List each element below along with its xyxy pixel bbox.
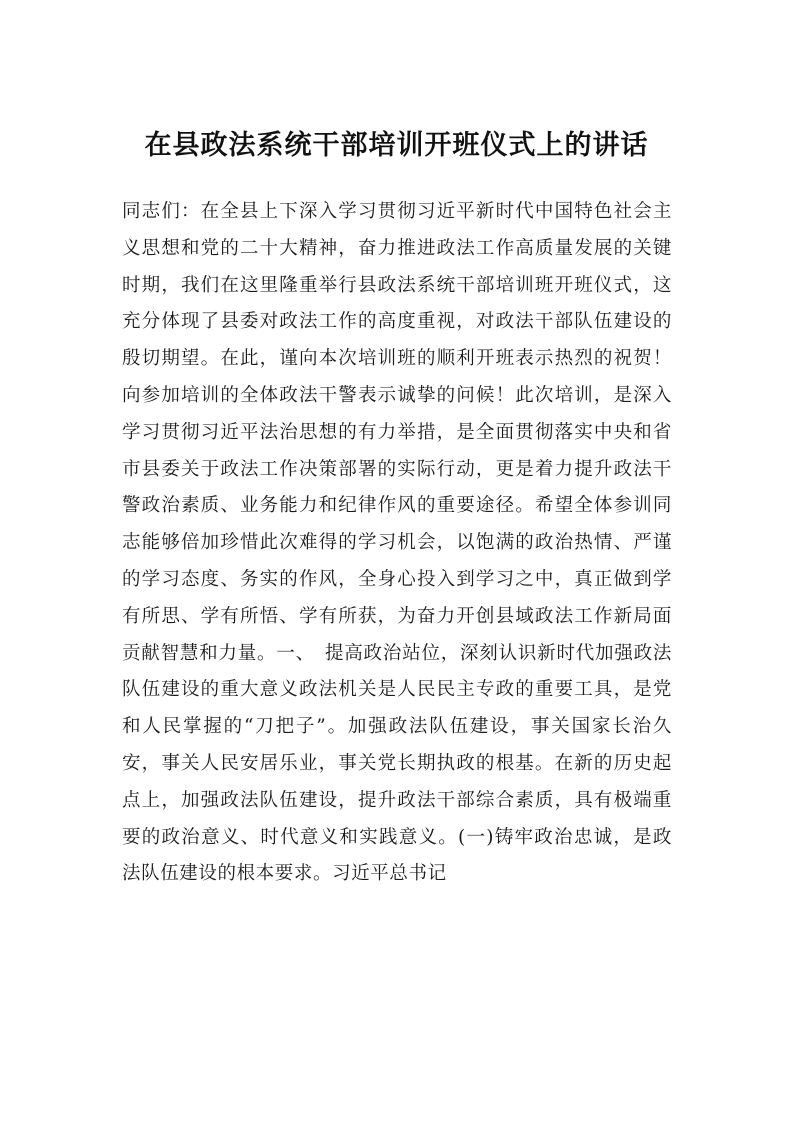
document-title: 在县政法系统干部培训开班仪式上的讲话 xyxy=(144,130,649,161)
document-body: 同志们：在全县上下深入学习贯彻习近平新时代中国特色社会主义思想和党的二十大精神，奋力推进政法工作高质量发展的关键时期，我们在这里隆重举行县政法系统干部培训班开班仪式，这充分体现了县委对政法工作的高度重视，对政法干部队伍建设的殷切期望。在此，谨向本次培训班的顺利开班表示热烈的祝贺！向参加培训的全体政法干警表示诚挚的问候！此次培训，是深入学习贯彻习近平法治思想的有力举措，是全面贯彻落实中央和省市县委关于政法工作决策部署的实际行动，更是着力提升政法干警政治素质、业务能力和纪律作风的重要途径。希望全体参训同志能够倍加珍惜此次难得的学习机会，以饱满的政治热情、严谨的学习态度、务实的作风，全身心投入到学习之中，真正做到学有所思、学有所悟、学有所获，为奋力开创县域政法工作新局面贡献智慧和力量。一、 提高政治站位，深刻认识新时代加强政法队伍建设的重大意义政法机关是人民民主专政的重要工具，是党和人民掌握的“刀把子”。加强政法队伍建设，事关国家长治久安，事关人民安居乐业，事关党长期执政的根基。在新的历史起点上，加强政法队伍建设，提升政法干部综合素质，具有极端重要的政治意义、时代意义和实践意义。(一)铸牢政治忠诚，是政法队伍建设的根本要求。习近平总书记 xyxy=(122,201,672,885)
